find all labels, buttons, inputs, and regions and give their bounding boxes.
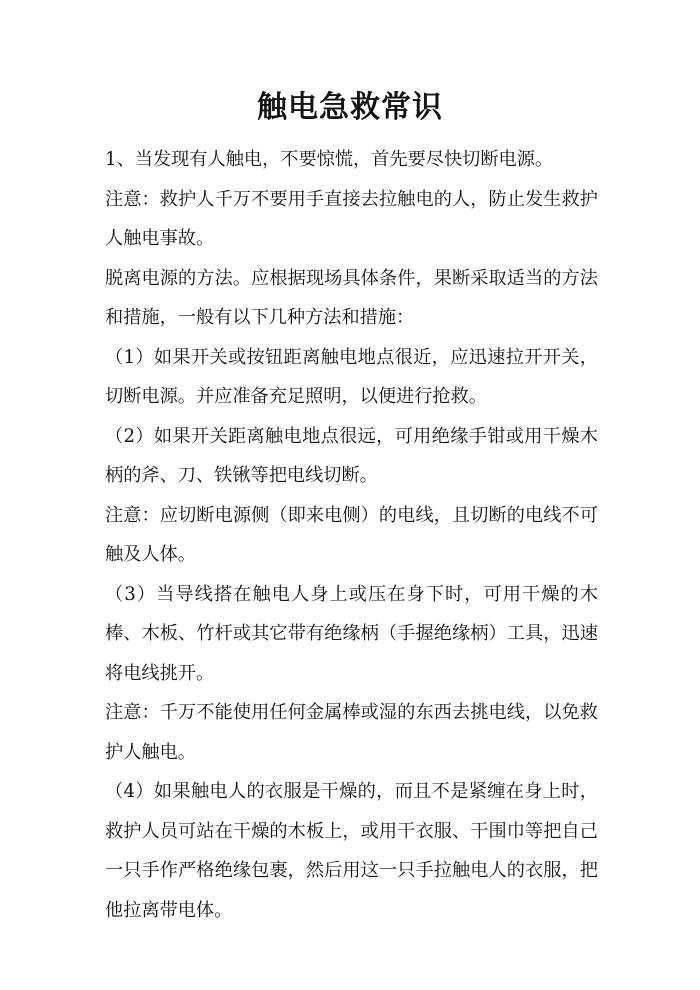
paragraph-2-note: 注意：救护人千万不要用手直接去拉触电的人，防止发生救护人触电事故。 — [105, 188, 598, 249]
paragraph-1: 1、当发现有人触电，不要惊慌，首先要尽快切断电源。 — [105, 149, 554, 170]
paragraph-8-note: 注意：千万不能使用任何金属棒或湿的东西去挑电线，以免救护人触电。 — [105, 702, 598, 763]
paragraph-9-method-4: （4）如果触电人的衣服是干燥的，而且不是紧缠在身上时，救护人员可站在干燥的木板上，或用干衣服、干围巾等把自己一只手作严格绝缘包裹，然后用这一只手拉触电人的衣服，把他拉离带电体。 — [105, 781, 598, 921]
document-body — [105, 140, 598, 930]
document-title: 触电急救常识 — [257, 90, 443, 125]
paragraph-7-method-3: （3）当导线搭在触电人身上或压在身下时，可用干燥的木棒、木板、竹杆或其它带有绝缘柄（手握绝缘柄）工具，迅速将电线挑开。 — [105, 583, 598, 684]
paragraph-5-method-2: （2）如果开关距离触电地点很远，可用绝缘手钳或用干燥木柄的斧、刀、铁锹等把电线切断。 — [105, 425, 598, 486]
paragraph-4-method-1: （1）如果开关或按钮距离触电地点很近，应迅速拉开开关，切断电源。并应准备充足照明，以便进行抢救。 — [105, 346, 598, 407]
paragraph-3-methods: 脱离电源的方法。应根据现场具体条件，果断采取适当的方法和措施，一般有以下几种方法和措施： — [105, 267, 598, 328]
paragraph-6-note: 注意：应切断电源侧（即来电侧）的电线，且切断的电线不可触及人体。 — [105, 504, 598, 565]
